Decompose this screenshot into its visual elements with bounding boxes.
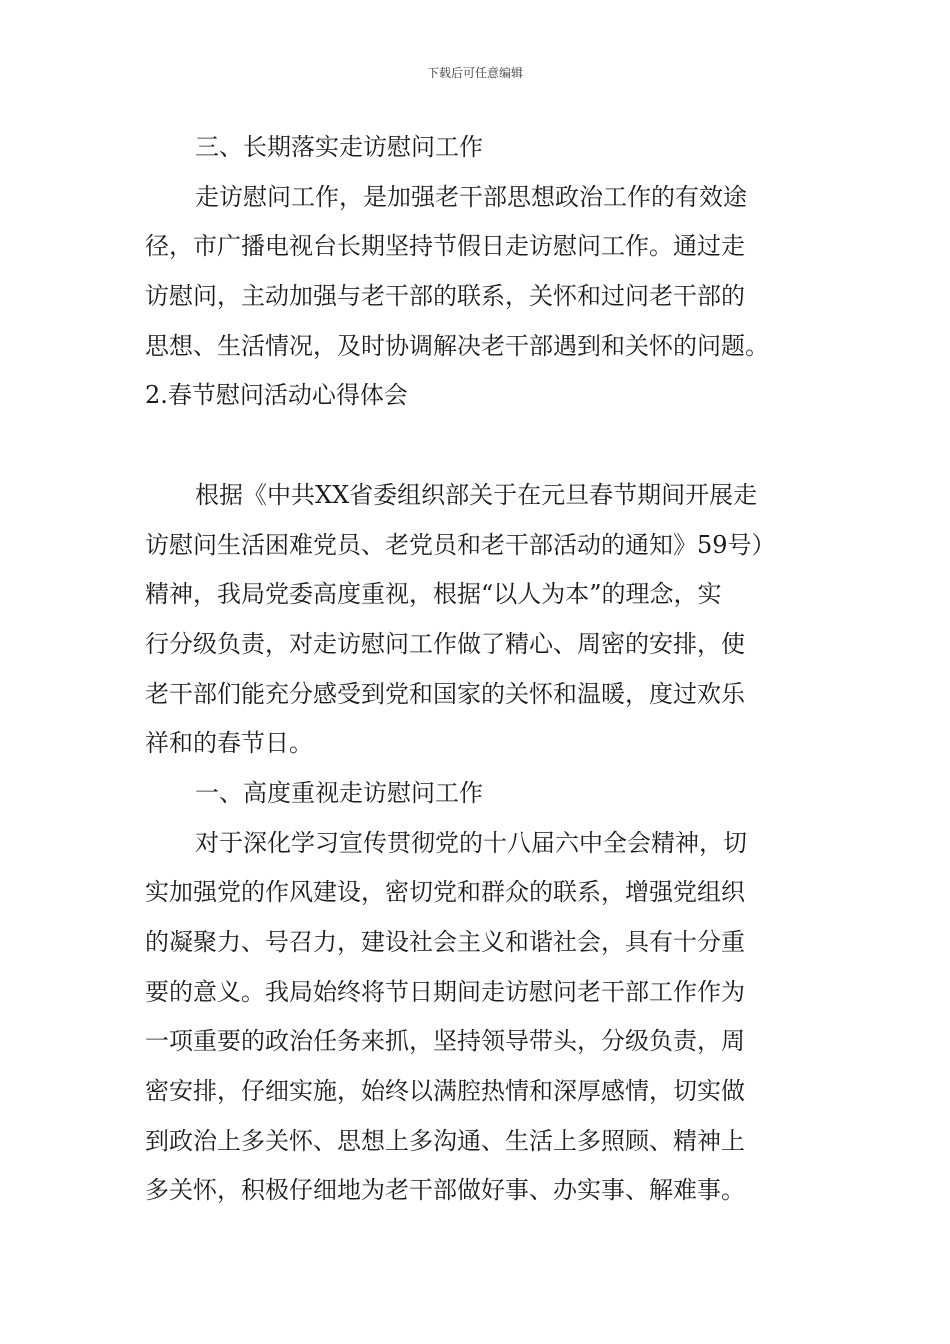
paragraph-line: 精神，我局党委高度重视，根据“以人为本”的理念，实 — [145, 580, 722, 609]
article-title: 2.春节慰问活动心得体会 — [145, 381, 408, 410]
paragraph-line: 密安排，仔细实施，始终以满腔热情和深厚感情，切实做 — [145, 1077, 745, 1106]
paragraph-line: 行分级负责，对走访慰问工作做了精心、周密的安排，使 — [145, 629, 745, 658]
paragraph-line: 根据《中共XX省委组织部关于在元旦春节期间开展走 — [195, 480, 758, 509]
section-heading-1: 一、高度重视走访慰问工作 — [195, 778, 483, 807]
paragraph-line: 访慰问，主动加强与老干部的联系，关怀和过问老干部的 — [145, 282, 745, 311]
paragraph-line: 思想、生活情况，及时协调解决老干部遇到和关怀的问题。 — [145, 331, 769, 360]
paragraph-line: 走访慰问工作，是加强老干部思想政治工作的有效途 — [195, 182, 747, 211]
paragraph-line: 老干部们能充分感受到党和国家的关怀和温暖，度过欢乐 — [145, 679, 745, 708]
blank-line — [145, 421, 805, 471]
paragraph-line: 实加强党的作风建设，密切党和群众的联系，增强党组织 — [145, 878, 745, 907]
section-heading-3: 三、长期落实走访慰问工作 — [195, 133, 483, 161]
paragraph-line: 一项重要的政治任务来抓，坚持领导带头，分级负责，周 — [145, 1027, 745, 1056]
paragraph-line: 访慰问生活困难党员、老党员和老干部活动的通知》59号） — [145, 530, 776, 559]
paragraph-line: 对于深化学习宣传贯彻党的十八届六中全会精神，切 — [195, 828, 747, 857]
paragraph-line: 要的意义。我局始终将节日期间走访慰问老干部工作作为 — [145, 977, 745, 1006]
page-header: 下载后可任意编辑 — [426, 66, 523, 80]
paragraph-line: 径，市广播电视台长期坚持节假日走访慰问工作。通过走 — [145, 232, 745, 261]
document-body — [145, 123, 805, 1216]
paragraph-line: 多关怀，积极仔细地为老干部做好事、办实事、解难事。 — [145, 1176, 745, 1205]
paragraph-line: 到政治上多关怀、思想上多沟通、生活上多照顾、精神上 — [145, 1126, 745, 1155]
paragraph-line: 的凝聚力、号召力，建设社会主义和谐社会，具有十分重 — [145, 928, 745, 956]
paragraph-line: 祥和的春节日。 — [145, 729, 313, 758]
